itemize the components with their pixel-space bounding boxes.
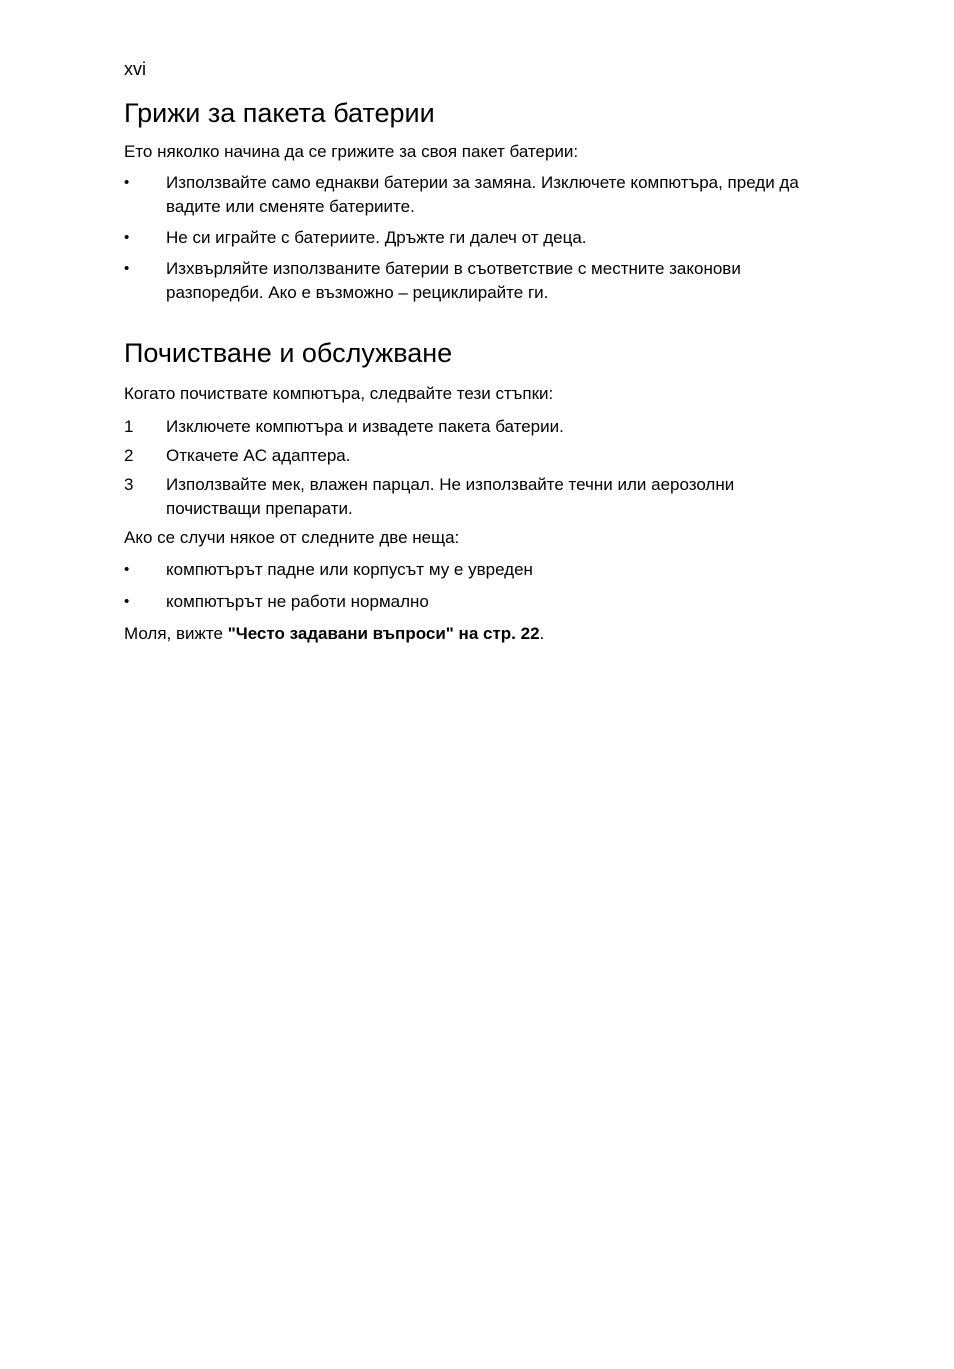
cleaning-steps-list [124, 415, 824, 521]
list-item-text: Изхвърляйте използваните батерии в съответствие с местните законови разпоредби. Ако е възможно – рециклирайте ги. [166, 259, 741, 302]
list-item [124, 444, 824, 468]
list-item-text: Откачете AC адаптера. [166, 446, 351, 465]
faq-cross-reference-link[interactable]: "Често задавани въпроси" на стр. 22 [227, 624, 540, 643]
list-item [124, 415, 824, 439]
battery-care-section [124, 96, 824, 312]
battery-section-title: Грижи за пакета батерии [124, 98, 435, 128]
cleaning-section [124, 336, 824, 646]
closing-prefix: Моля, вижте [124, 624, 228, 643]
bullet-icon: • [124, 260, 130, 277]
list-item-text: Изключете компютъра и извадете пакета батерии. [166, 417, 564, 436]
page-number: xvi [124, 59, 146, 79]
list-item [124, 473, 824, 521]
closing-reference [124, 622, 824, 646]
list-item-text: Използвайте мек, влажен парцал. Не използвайте течни или аерозолни почистващи препарати. [166, 475, 735, 518]
list-item [124, 226, 824, 250]
list-item [124, 590, 824, 614]
list-item [124, 558, 824, 582]
list-item-text: Не си играйте с батериите. Дръжте ги далеч от деца. [166, 228, 587, 247]
list-item-text: компютърът падне или корпусът му е увреден [166, 560, 533, 579]
bullet-icon: • [124, 561, 130, 578]
cleaning-followup: Ако се случи някое от следните две неща: [124, 528, 460, 547]
battery-section-intro: Ето няколко начина да се грижите за своя пакет батерии: [124, 142, 579, 161]
list-item [124, 171, 824, 219]
list-item-text: Използвайте само еднакви батерии за замяна. Изключете компютъра, преди да вадите или сменяте батериите. [166, 173, 799, 216]
step-number: 3 [124, 475, 134, 494]
bullet-icon: • [124, 229, 130, 246]
bullet-icon: • [124, 593, 130, 610]
conditions-list [124, 558, 824, 614]
step-number: 1 [124, 417, 134, 436]
list-item [124, 257, 824, 305]
cleaning-section-title: Почистване и обслужване [124, 338, 453, 368]
bullet-icon: • [124, 174, 130, 191]
battery-tips-list [124, 171, 824, 305]
list-item-text: компютърът не работи нормално [166, 592, 429, 611]
step-number: 2 [124, 446, 134, 465]
cleaning-section-intro: Когато почиствате компютъра, следвайте тези стъпки: [124, 384, 554, 403]
closing-suffix: . [539, 624, 545, 643]
